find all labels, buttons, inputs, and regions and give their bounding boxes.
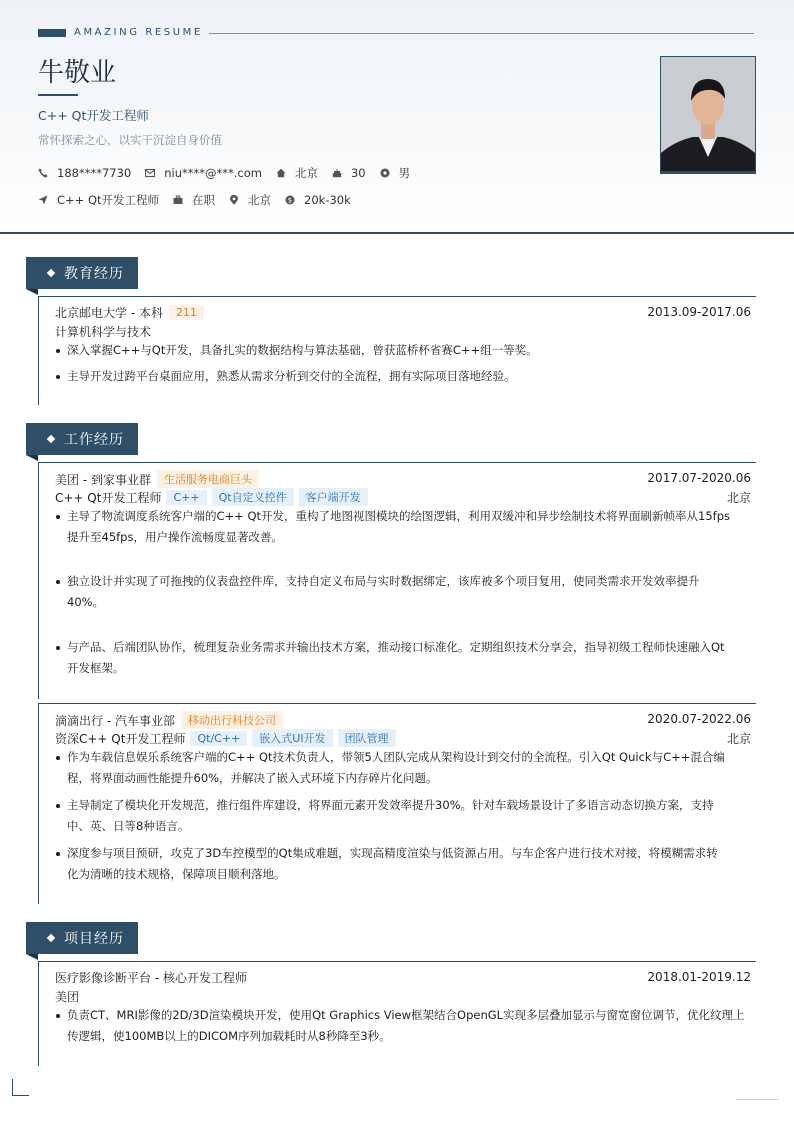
major: 计算机科学与技术: [55, 325, 152, 339]
contact-row: [38, 165, 424, 181]
section-work-header: [26, 423, 138, 455]
role-line: [55, 488, 368, 506]
bullet-line: 传逻辑，使100MB以上的DICOM序列加载耗时从8秒降至3秒。: [67, 1029, 391, 1043]
project-date: 2018.01-2019.12: [647, 970, 751, 984]
diamond-icon: [47, 435, 55, 443]
skill-tag: 团队管理: [338, 729, 396, 747]
target-job: C++ Qt开发工程师: [57, 193, 160, 207]
skill-tag: 客户端开发: [299, 488, 368, 506]
ribbon-fold: [26, 455, 38, 461]
gender: 男: [398, 166, 411, 180]
bullet-line: 40%。: [67, 595, 105, 609]
list-item: [55, 506, 751, 548]
job-status: 在职: [192, 193, 216, 207]
work-block-2: [38, 703, 756, 904]
city: 北京: [294, 166, 318, 180]
project-name: 医疗影像诊断平台 - 核心开发工程师: [55, 971, 247, 985]
section-title: 教育经历: [64, 266, 124, 282]
list-item: [55, 571, 751, 613]
work-date: 2020.07-2022.06: [647, 712, 751, 726]
school-name: 北京邮电大学 - 本科: [55, 306, 163, 320]
gender-item: [380, 165, 411, 181]
company-line: [55, 470, 259, 488]
education-date: 2013.09-2017.06: [647, 305, 751, 319]
bullet-line: 与产品、后端团队协作，梳理复杂业务需求并输出技术方案，推动接口标准化。定期组织技术分享会，指导初级工程师快速融入Qt: [67, 640, 725, 654]
page-corner-mark: [12, 1079, 29, 1096]
age-item: [332, 166, 366, 180]
age: 30: [350, 166, 366, 180]
bullet-line: 负责CT、MRI影像的2D/3D渲染模块开发，使用Qt Graphics View框架结合OpenGL实现多层叠加显示与窗宽窗位调节，优化纹理上: [67, 1008, 745, 1022]
candidate-name: 牛敬业: [38, 58, 117, 88]
company-name: 美团 - 到家事业群: [55, 472, 151, 487]
money-icon: [285, 195, 295, 205]
section-title: 工作经历: [64, 432, 124, 448]
company-line: [55, 711, 283, 729]
resume-tag: AMAZING RESUME: [74, 27, 203, 38]
target-job-item: [38, 192, 159, 208]
diamond-icon: [47, 269, 55, 277]
skill-tag: Qt/C++: [190, 731, 247, 746]
list-item: 深入掌握C++与Qt开发，具备扎实的数据结构与算法基础，曾获蓝桥杯省赛C++组一等奖。: [55, 340, 751, 361]
briefcase-icon: [173, 195, 183, 205]
work-city: 北京: [726, 732, 751, 746]
list-item: [55, 843, 751, 885]
work-city: 北京: [726, 491, 751, 505]
tag-bar: [38, 29, 66, 37]
target-city-item: [229, 192, 271, 208]
company-badge: 移动出行科技公司: [181, 711, 283, 729]
phone-item: [38, 166, 131, 180]
list-item: [55, 1005, 751, 1047]
resume-header: [0, 0, 794, 234]
role: 资深C++ Qt开发工程师: [55, 731, 186, 746]
bullet-line: 主导制定了模块化开发规范，推行组件库建设，将界面元素开发效率提升30%。针对车载场景设计了多语言动态切换方案，支持: [67, 798, 714, 812]
role: C++ Qt开发工程师: [55, 490, 162, 505]
list-item: [55, 747, 751, 789]
list-item: 主导开发过跨平台桌面应用，熟悉从需求分析到交付的全流程，拥有实际项目落地经验。: [55, 366, 751, 387]
bullet-line: 中、英、日等8种语言。: [67, 819, 190, 833]
job-intent-row: [38, 192, 365, 208]
education-block: [38, 296, 756, 405]
project-org: 美团: [55, 990, 80, 1004]
bullet-line: 深度参与项目预研，攻克了3D车控模型的Qt集成难题，实现高精度渲染与低资源占用。与车企客户进行技术对接，将模糊需求转: [67, 846, 718, 860]
email-address: niu****@***.com: [164, 166, 262, 180]
phone-number: 188****7730: [57, 166, 132, 180]
work-date: 2017.07-2020.06: [647, 471, 751, 485]
target-city: 北京: [248, 193, 272, 207]
svg-text:$: $: [287, 196, 293, 205]
skill-tag: 嵌入式UI开发: [252, 729, 332, 747]
cake-icon: [332, 168, 342, 178]
bullet-line: 作为车载信息娱乐系统客户端的C++ Qt技术负责人，带领5人团队完成从架构设计到交付的全流程。引入Qt Quick与C++混合编: [67, 750, 725, 764]
ribbon-fold: [26, 954, 38, 960]
phone-icon: [38, 168, 48, 178]
work-block-1: [38, 462, 756, 699]
company-badge: 生活服务电商巨头: [157, 470, 259, 488]
motto: 常怀探索之心，以实干沉淀自身价值: [38, 133, 222, 147]
section-education-header: [26, 257, 138, 289]
bullet-line: 主导了物流调度系统客户端的C++ Qt开发，重构了地图视图模块的绘图逻辑，利用双缓冲和异步绘制技术将界面刷新帧率从15fps: [67, 509, 730, 523]
company-name: 滴滴出行 - 汽车事业部: [55, 713, 175, 728]
photo-underline: [660, 171, 756, 174]
name-underline: [38, 94, 78, 96]
home-icon: [276, 168, 286, 178]
school-badge: 211: [169, 305, 204, 320]
salary-item: [285, 193, 351, 207]
send-icon: [38, 195, 48, 205]
status-item: [173, 192, 215, 208]
email-item: [145, 166, 262, 180]
bullet-line: 开发框架。: [67, 661, 125, 675]
project-block: [38, 961, 756, 1066]
profile-photo: [660, 56, 756, 172]
gender-icon: [380, 168, 390, 178]
expected-salary: 20k-30k: [304, 193, 351, 207]
skill-tag: C++: [166, 490, 206, 505]
job-title: C++ Qt开发工程师: [38, 108, 149, 123]
bullet-line: 程，将界面动画性能提升60%，并解决了嵌入式环境下内存碎片化问题。: [67, 771, 438, 785]
diamond-icon: [47, 934, 55, 942]
list-item: [55, 795, 751, 837]
bullet-line: 独立设计并实现了可拖拽的仪表盘控件库，支持自定义布局与实时数据绑定，该库被多个项目复用，使同类需求开发效率提升: [67, 574, 700, 588]
role-line: [55, 729, 396, 747]
mail-icon: [145, 168, 155, 178]
tag-divider: [209, 33, 754, 34]
page-corner-line: [736, 1099, 778, 1100]
skill-tag: Qt自定义控件: [212, 488, 294, 506]
bullet-line: 提升至45fps，用户操作流畅度显著改善。: [67, 530, 283, 544]
list-item: [55, 637, 751, 679]
section-project-header: [26, 922, 138, 954]
bullet-line: 化为清晰的技术规格，保障项目顺利落地。: [67, 867, 286, 881]
ribbon-fold: [26, 289, 38, 295]
location-icon: [229, 195, 239, 205]
education-school-line: [55, 304, 204, 321]
city-item: [276, 165, 318, 181]
section-title: 项目经历: [64, 931, 124, 947]
